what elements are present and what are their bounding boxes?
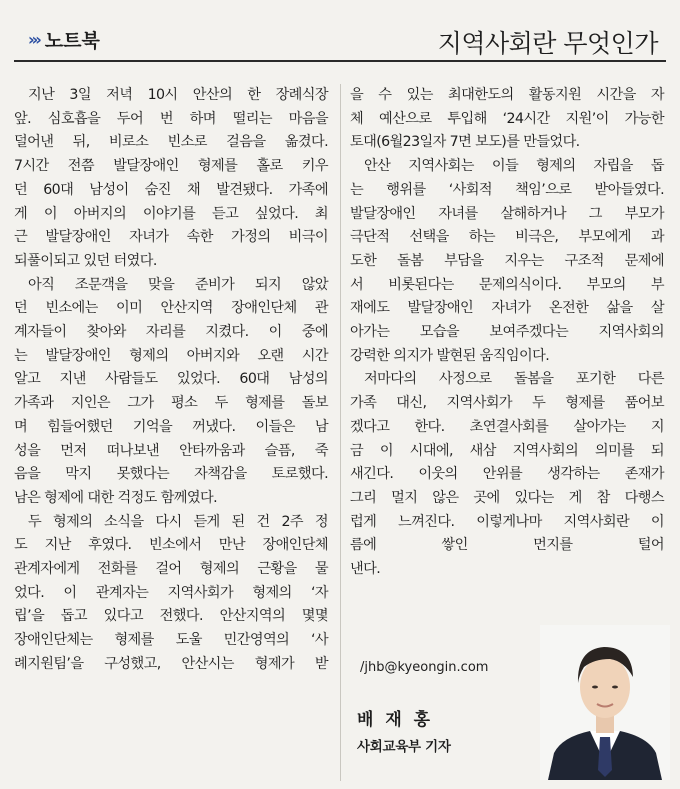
article-line: 알고 지낸 사람들도 있었다. 60대 남성의 [14,371,328,388]
column-divider [340,84,341,781]
article-line: 었다. 이 관계자는 지역사회가 형제의 ‘자 [14,584,328,601]
article-line: 례지원팀’을 구성했고, 안산시는 형제가 받 [14,655,328,672]
article-line: 지난 3일 저녁 10시 안산의 한 장례식장 [28,87,328,103]
article-line: 겠다고 한다. 초연결사회를 살아가는 지 [350,418,664,435]
reporter-department: 사회교육부 기자 [357,739,451,755]
article-line: 관계자에게 전화를 걸어 형제의 근황을 물 [14,561,328,578]
article-line: 극단적 선택을 하는 비극은, 부모에게 과 [350,229,664,246]
article-line: 앞. 심호흡을 두어 번 하며 떨리는 마음을 [14,110,328,127]
article-line: 가족과 지인은 그가 평소 두 형제를 돌보 [14,395,328,412]
article-line: 가족 대신, 지역사회가 두 형제를 품어보 [350,395,664,412]
article-line: 재에도 발달장애인 자녀가 온전한 삶을 살 [350,300,664,317]
article-line: 아직 조문객을 맞을 준비가 되지 않았 [28,276,328,293]
article-line: 새긴다. 이웃의 안위를 생각하는 존재가 [350,466,664,483]
article-line: 도 지난 후였다. 빈소에서 만난 장애인단체 [14,537,328,554]
reporter-email[interactable]: /jhb@kyeongin.com [360,660,489,675]
article-line: 립’을 돕고 있다고 전했다. 안산지역의 몇몇 [14,608,328,625]
article-line: 서 비롯된다는 문제의식이다. 부모의 부 [350,276,664,293]
article-line: 안산 지역사회는 이들 형제의 자립을 돕 [364,158,664,175]
column-label [28,26,100,53]
article-line: 발달장애인 자녀를 살해하거나 그 부모가 [350,205,664,222]
article-line: 7시간 전쯤 발달장애인 형제를 홀로 키우 [14,158,328,175]
article-line: 장애인단체는 형제를 도울 민간영역의 ‘사 [14,632,328,649]
article-line: 성을 먼저 떠나보낸 안타까움과 슬픔, 죽 [14,442,328,459]
headline: 지역사회란 무엇인가 [437,29,658,58]
article-line: 도한 돌봄 부담을 지우는 구조적 문제에 [350,252,664,269]
header [14,8,666,62]
article-line: 음을 막지 못했다는 자책감을 토로했다. [14,466,328,483]
article-line: 럽게 느껴진다. 이렇게나마 지역사회란 이 [350,513,664,530]
article-line: 덜어낸 뒤, 비로소 빈소로 걸음을 옮겼다. [14,134,328,151]
article-line: 며 힘들어했던 기억을 꺼냈다. 이들은 남 [14,418,328,435]
article-line: 던 빈소에는 이미 안산지역 장애인단체 관 [14,300,328,317]
article-line: 금 이 시대에, 새삼 지역사회의 의미를 되 [350,442,664,459]
article-line: 되풀이되고 있던 터였다. [14,252,157,269]
article-line: 아가는 모습을 보여주겠다는 지역사회의 [350,324,664,341]
article-line: 두 형제의 소식을 다시 듣게 된 건 2주 정 [28,513,328,530]
article-line: 저마다의 사정으로 돌봄을 포기한 다른 [364,371,664,388]
article-line: 토대(6월23일자 7면 보도)를 만들었다. [350,134,580,151]
column-name: 노트북 [44,30,100,52]
article-column-left [14,84,328,781]
article-line: 남은 형제에 대한 걱정도 함께였다. [14,489,218,506]
article-line: 게 이 아버지의 이야기를 듣고 싶었다. 최 [14,205,328,222]
chevron-double-right-icon: ››› [28,30,39,49]
article-line: 름에 쌓인 먼지를 털어 [350,537,664,554]
article-line: 근 발달장애인 자녀가 속한 가정의 비극이 [14,229,328,246]
article-line: 는 행위를 ‘사회적 책임’으로 받아들였다. [350,181,664,198]
article-line: 을 수 있는 최대한도의 활동지원 시간을 자 [350,87,664,103]
reporter-photo [540,625,670,780]
article-line: 계자들이 찾아와 자리를 지켰다. 이 중에 [14,324,328,341]
article-line: 그리 멀지 않은 곳에 있다는 게 참 다행스 [350,489,664,506]
article-line: 체 예산으로 투입해 ‘24시간 지원’이 가능한 [350,110,664,127]
article-line: 강력한 의지가 발현된 움직임이다. [350,347,550,364]
article-line: 는 발달장애인 형제의 아버지와 오랜 시간 [14,347,328,364]
article-line: 던 60대 남성이 숨진 채 발견됐다. 가족에 [14,181,328,198]
article-line: 낸다. [350,561,381,578]
reporter-name: 배 재 홍 [357,710,434,730]
